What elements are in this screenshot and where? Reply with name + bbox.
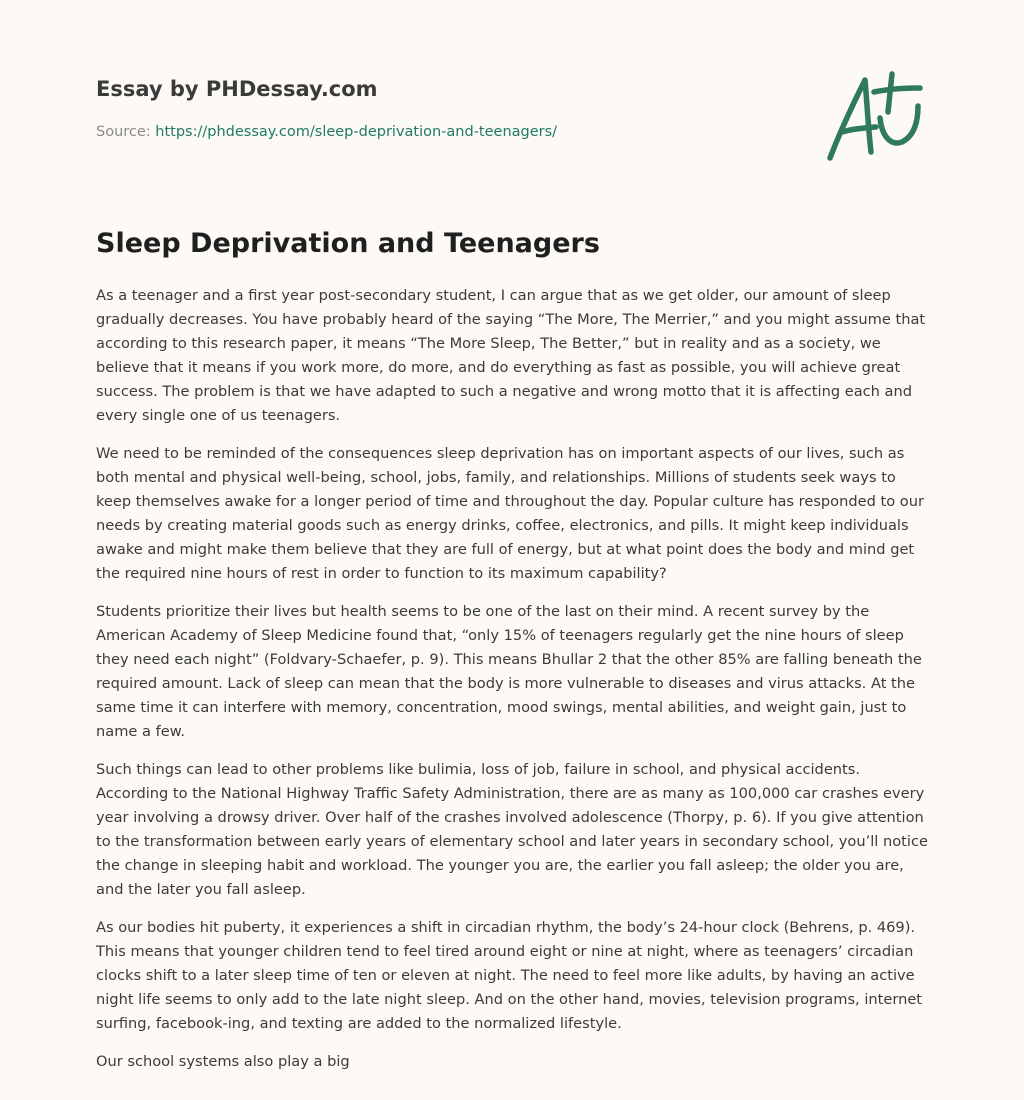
essay-body [96, 284, 932, 1088]
source-link[interactable]: https://phdessay.com/sleep-deprivation-and-teenagers/ [155, 124, 558, 140]
a-plus-logo [818, 66, 930, 166]
essay-header [96, 74, 928, 142]
source-label: Source: [96, 124, 151, 140]
site-brand: Essay by PHDessay.com [96, 77, 378, 101]
a-plus-logo-icon [818, 66, 930, 166]
essay-paragraph: Our school systems also play a big [96, 1053, 350, 1070]
source-line [96, 122, 928, 142]
essay-paragraph: Students prioritize their lives but health seems to be one of the last on their mind. A recent survey by the American Academy of Sleep Medicine found that, “only 15% of teenagers regularly get the nine hours of sleep they need each night” (Foldvary-Schaefer, p. 9). This means Bhullar 2 that the other 85% are falling beneath the required amount. Lack of sleep can mean that the body is more vulnerable to diseases and virus attacks. At the same time it can interfere with memory, concentration, mood swings, mental abilities, and weight gain, just to name a few. [96, 603, 922, 740]
essay-title: Sleep Deprivation and Teenagers [96, 228, 600, 259]
essay-paragraph: Such things can lead to other problems like bulimia, loss of job, failure in school, and physical accidents. According to the National Highway Traffic Safety Administration, there are as many as 100,000 car crashes every year involving a drowsy driver. Over half of the crashes involved adolescence (Thorpy, p. 6). If you give attention to the transformation between early years of elementary school and later years in secondary school, you’ll notice the change in sleeping habit and workload. The younger you are, the earlier you fall asleep; the older you are, and the later you fall asleep. [96, 761, 928, 898]
essay-paragraph: As a teenager and a first year post-secondary student, I can argue that as we get older, our amount of sleep gradually decreases. You have probably heard of the saying “The More, The Merrier,” and you might assume that according to this research paper, it means “The More Sleep, The Better,” but in reality and as a society, we believe that it means if you work more, do more, and do everything as fast as possible, you will achieve great success. The problem is that we have adapted to such a negative and wrong motto that it is affecting each and every single one of us teenagers. [96, 287, 926, 424]
essay-paragraph: We need to be reminded of the consequences sleep deprivation has on important aspects of our lives, such as both mental and physical well-being, school, jobs, family, and relationships. Millions of students seek ways to keep themselves awake for a longer period of time and throughout the day. Popular culture has responded to our needs by creating material goods such as energy drinks, coffee, electronics, and pills. It might keep individuals awake and might make them believe that they are full of energy, but at what point does the body and mind get the required nine hours of rest in order to function to its maximum capability? [96, 445, 924, 582]
essay-paragraph: As our bodies hit puberty, it experiences a shift in circadian rhythm, the body’s 24-hour clock (Behrens, p. 469). This means that younger children tend to feel tired around eight or nine at night, where as teenagers’ circadian clocks shift to a later sleep time of ten or eleven at night. The need to feel more like adults, by having an active night life seems to only add to the late night sleep. And on the other hand, movies, television programs, internet surfing, facebook-ing, and texting are added to the normalized lifestyle. [96, 919, 923, 1032]
